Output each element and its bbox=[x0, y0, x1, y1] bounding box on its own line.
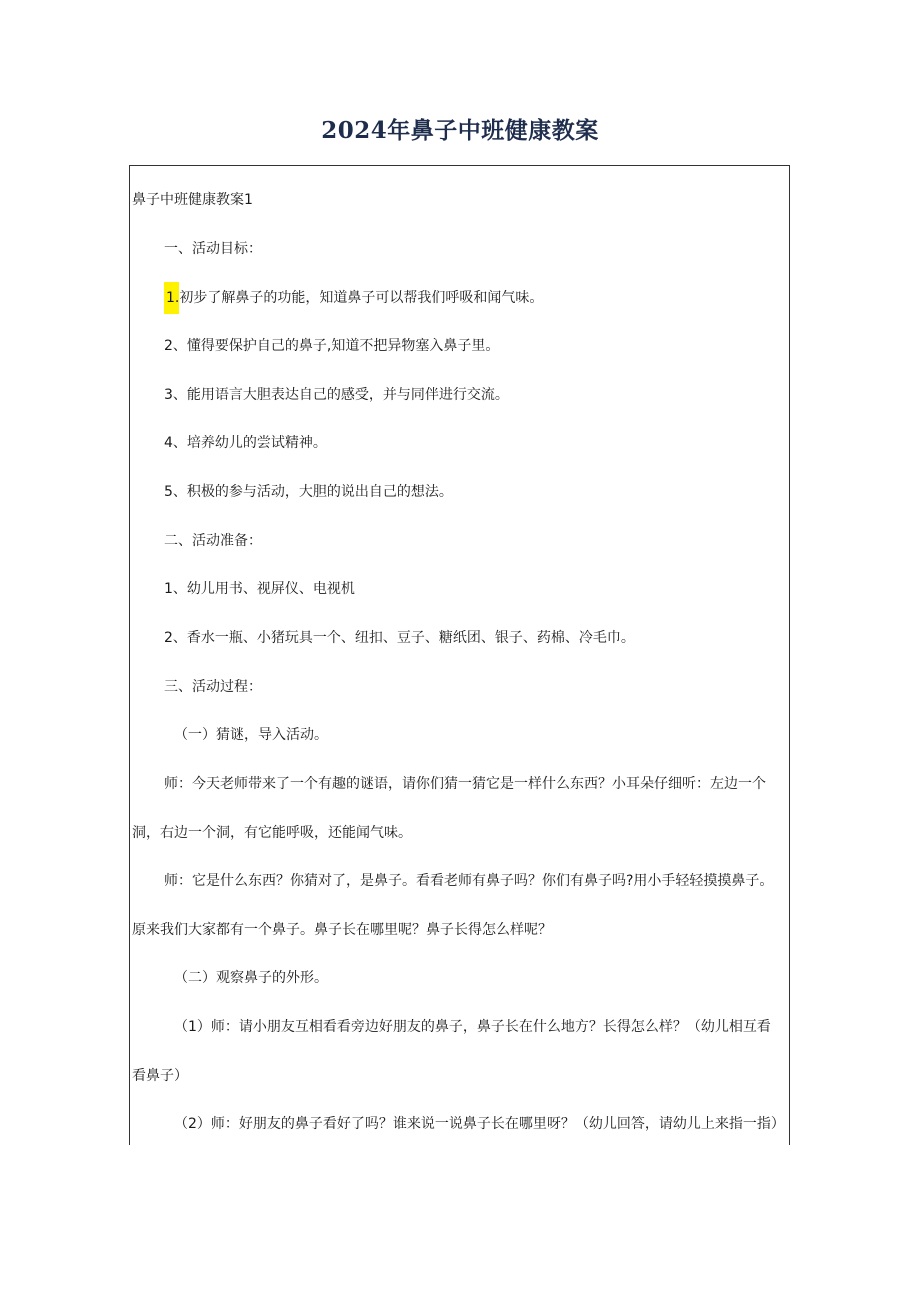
paragraph-line: （1）师：请小朋友互相看看旁边好朋友的鼻子，鼻子长在什么地方？长得怎么样？（幼儿相互看 bbox=[174, 1019, 771, 1035]
process-step-1-heading: （一）猜谜，导入活动。 bbox=[174, 727, 328, 743]
goal-item-5: 5、积极的参与活动，大胆的说出自己的想法。 bbox=[164, 484, 453, 500]
goal-item-3: 3、能用语言大胆表达自己的感受，并与同伴进行交流。 bbox=[164, 387, 509, 403]
goal-item-1-text: 初步了解鼻子的功能，知道鼻子可以帮我们呼吸和闻气味。 bbox=[179, 290, 544, 306]
document-title: 2024年鼻子中班健康教案 bbox=[321, 117, 599, 144]
goal-item-1 bbox=[164, 288, 543, 308]
highlighted-number: 1. bbox=[164, 282, 179, 314]
paragraph-line: 看鼻子） bbox=[132, 1068, 188, 1084]
goal-item-4: 4、培养幼儿的尝试精神。 bbox=[164, 435, 327, 451]
paragraph-line: 洞，右边一个洞，有它能呼吸，还能闻气味。 bbox=[132, 825, 412, 841]
content-frame bbox=[129, 165, 790, 1145]
activity-goals-heading: 一、活动目标： bbox=[164, 241, 262, 257]
section-heading: 鼻子中班健康教案1 bbox=[132, 192, 253, 208]
prep-item-2: 2、香水一瓶、小猪玩具一个、纽扣、豆子、糖纸团、银子、药棉、冷毛巾。 bbox=[164, 630, 635, 646]
prep-item-1: 1、幼儿用书、视屏仪、电视机 bbox=[164, 581, 355, 597]
paragraph-line: 师：它是什么东西？你猜对了，是鼻子。看看老师有鼻子吗？你们有鼻子吗?用小手轻轻摸摸鼻子。 bbox=[164, 873, 774, 889]
paragraph-line: （2）师：好朋友的鼻子看好了吗？谁来说一说鼻子长在哪里呀？（幼儿回答，请幼儿上来指一指） bbox=[174, 1116, 785, 1132]
paragraph-line: 原来我们大家都有一个鼻子。鼻子长在哪里呢？鼻子长得怎么样呢？ bbox=[132, 922, 552, 938]
activity-prep-heading: 二、活动准备： bbox=[164, 533, 262, 549]
goal-item-2: 2、懂得要保护自己的鼻子,知道不把异物塞入鼻子里。 bbox=[164, 338, 500, 354]
activity-process-heading: 三、活动过程： bbox=[164, 679, 262, 695]
process-step-2-heading: （二）观察鼻子的外形。 bbox=[174, 970, 328, 986]
paragraph-line: 师：今天老师带来了一个有趣的谜语，请你们猜一猜它是一样什么东西？小耳朵仔细听：左边一个 bbox=[164, 776, 766, 792]
